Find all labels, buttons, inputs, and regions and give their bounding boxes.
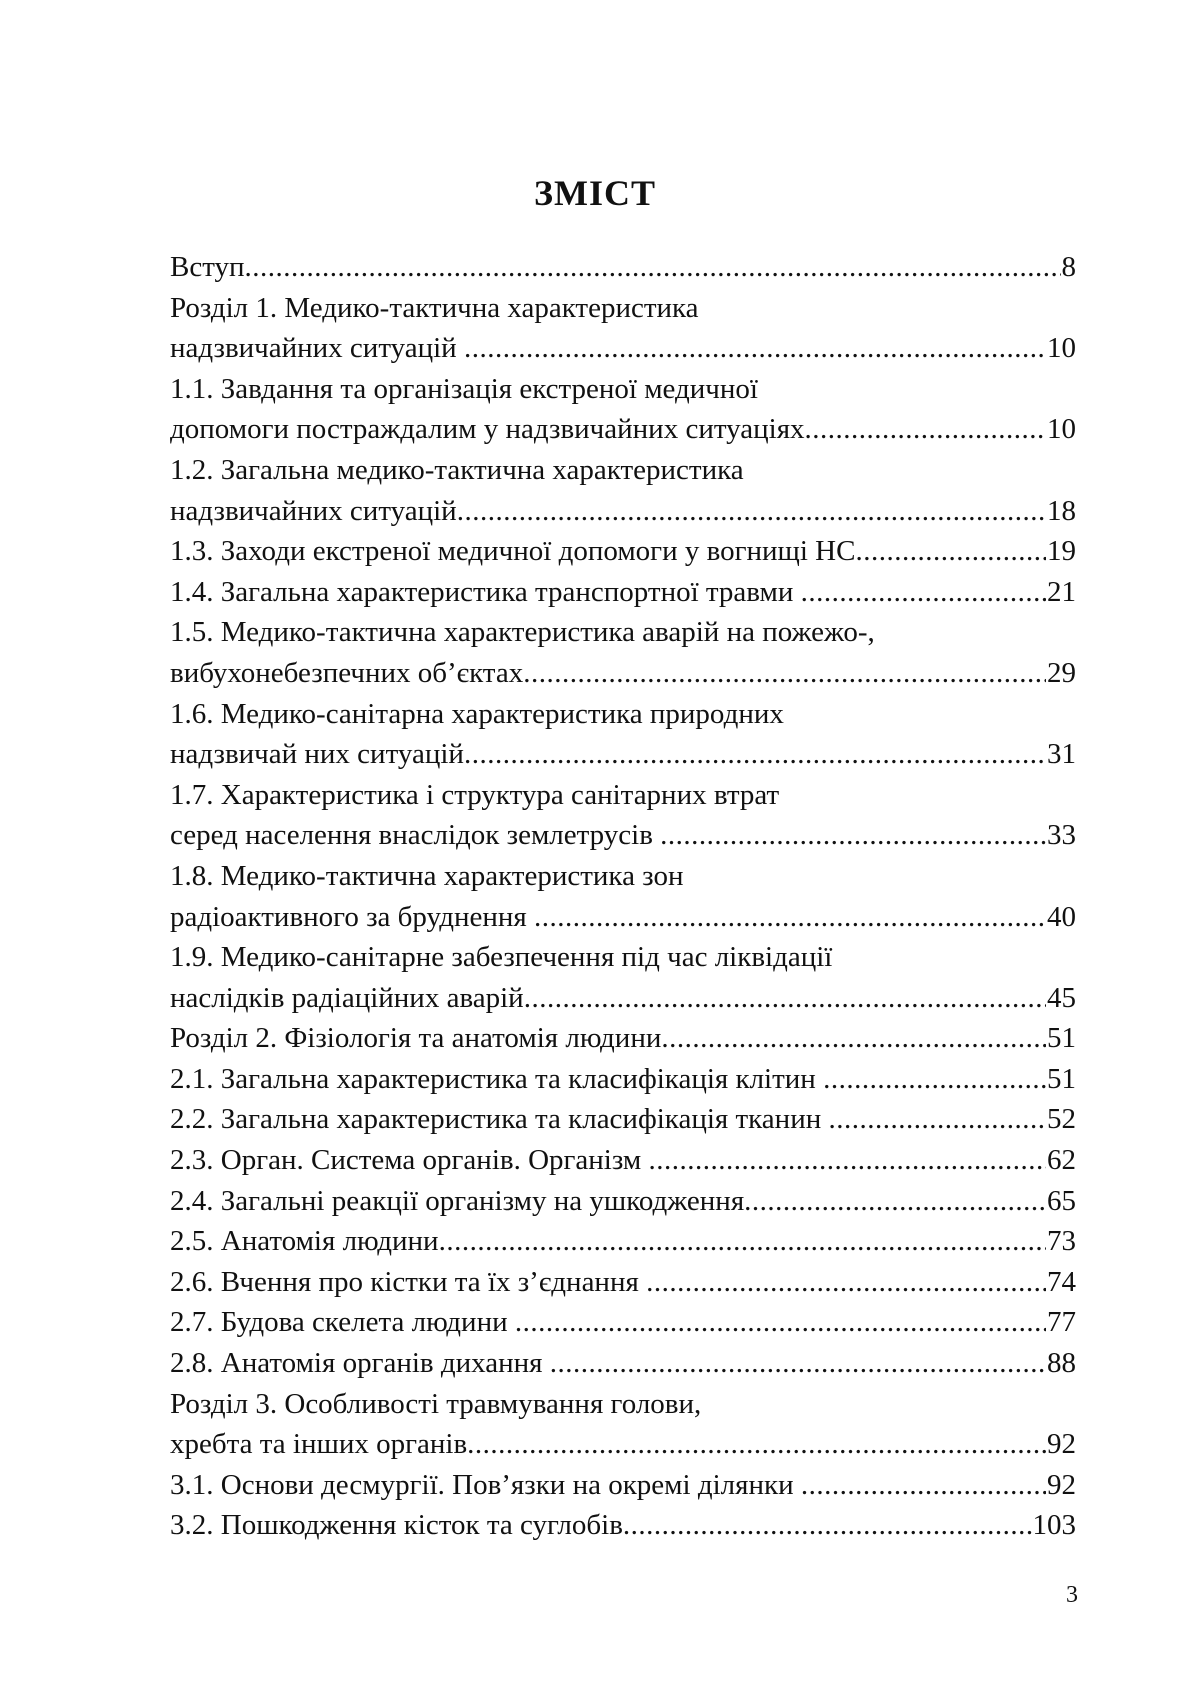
toc-page-number: 31 — [1047, 738, 1076, 771]
toc-entry-title: хребта та інших органів — [170, 1428, 468, 1461]
toc-page-number: 40 — [1047, 900, 1076, 933]
toc-entry — [170, 1465, 1076, 1506]
dot-leader — [550, 1343, 1046, 1384]
toc-entry-row — [170, 328, 1076, 369]
toc-page-number: 77 — [1047, 1306, 1076, 1339]
toc-entry-title: допомоги постраждалим у надзвичайних ситуаціях — [170, 413, 805, 446]
toc-page-number: 45 — [1047, 981, 1076, 1014]
toc-entry-heading-line: 1.8. Медико-тактична характеристика зон — [170, 859, 684, 892]
dot-leader — [660, 815, 1046, 856]
toc-entry-row — [170, 1140, 1076, 1181]
toc-entry — [170, 1018, 1076, 1059]
dot-leader — [467, 1424, 1046, 1465]
toc-entry-row — [170, 897, 1076, 938]
toc-entry-title: Вступ — [170, 251, 245, 283]
toc-entry-heading-line: 1.1. Завдання та організація екстреної медичної — [170, 372, 758, 405]
toc-entry-title: 1.3. Заходи екстреної медичної допомоги у вогнищі НС — [170, 535, 856, 568]
toc-entry-title: наслідків радіаційних аварій — [170, 981, 524, 1014]
dot-leader — [823, 1059, 1046, 1100]
toc-entry-title: 2.2. Загальна характеристика та класифікація тканин — [170, 1103, 829, 1136]
toc-page-number: 19 — [1047, 535, 1076, 568]
dot-leader — [623, 1505, 1032, 1546]
toc-page-number: 10 — [1047, 413, 1076, 446]
dot-leader — [649, 1140, 1047, 1181]
toc-entry — [170, 1505, 1076, 1546]
toc-page-number: 18 — [1047, 494, 1076, 527]
table-of-contents — [170, 247, 1076, 1546]
toc-entry — [170, 1059, 1076, 1100]
dot-leader — [661, 1018, 1046, 1059]
dot-leader — [523, 653, 1046, 694]
toc-entry-title: серед населення внаслідок землетрусів — [170, 819, 661, 852]
toc-entry-heading-line: 1.6. Медико-санітарна характеристика природних — [170, 697, 784, 730]
toc-entry-title: 2.4. Загальні реакції організму на ушкодження — [170, 1184, 745, 1217]
toc-entry-row — [170, 1221, 1076, 1262]
toc-page-number: 33 — [1047, 819, 1076, 852]
toc-entry — [170, 288, 1076, 369]
page-number: 3 — [1066, 1582, 1078, 1608]
toc-page-number: 62 — [1047, 1144, 1076, 1177]
toc-entry-heading-line: 1.2. Загальна медико-тактична характеристика — [170, 453, 744, 486]
toc-entry — [170, 1262, 1076, 1303]
dot-leader — [801, 572, 1046, 613]
toc-page-number: 65 — [1047, 1184, 1076, 1217]
toc-entry — [170, 1221, 1076, 1262]
toc-entry — [170, 1140, 1076, 1181]
toc-entry-heading-line: 1.5. Медико-тактична характеристика аварій на пожежо-, — [170, 616, 875, 649]
toc-entry-row — [170, 1099, 1076, 1140]
dot-leader — [646, 1262, 1046, 1303]
toc-entry-title: надзвичайних ситуацій — [170, 332, 464, 365]
dot-leader — [801, 1465, 1046, 1506]
toc-page-number: 92 — [1047, 1468, 1076, 1501]
toc-page-number: 73 — [1047, 1225, 1076, 1258]
toc-page-number: 51 — [1047, 1062, 1076, 1095]
toc-entry — [170, 1181, 1076, 1222]
toc-page-number: 8 — [1061, 251, 1076, 283]
toc-entry-title: Розділ 2. Фізіологія та анатомія людини — [170, 1022, 662, 1055]
toc-entry — [170, 937, 1076, 1018]
dot-leader — [245, 247, 1061, 288]
toc-entry-title: 2.8. Анатомія органів дихання — [170, 1347, 550, 1380]
toc-entry-row — [170, 572, 1076, 613]
toc-page-number: 29 — [1047, 656, 1076, 689]
toc-entry — [170, 612, 1076, 693]
toc-entry-heading-line: 1.7. Характеристика і структура санітарних втрат — [170, 778, 780, 811]
toc-entry-row — [170, 815, 1076, 856]
toc-entry-title: 2.3. Орган. Система органів. Організм — [170, 1144, 649, 1177]
toc-entry — [170, 450, 1076, 531]
dot-leader — [805, 409, 1046, 450]
toc-entry-title: надзвичай них ситуацій — [170, 738, 464, 771]
toc-page-number: 51 — [1047, 1022, 1076, 1055]
toc-entry-row — [170, 491, 1076, 532]
toc-entry-title: 2.6. Вчення про кістки та їх з’єднання — [170, 1265, 647, 1298]
toc-entry-row — [170, 1059, 1076, 1100]
toc-entry-row — [170, 1018, 1076, 1059]
dot-leader — [524, 978, 1046, 1019]
toc-entry-row — [170, 1465, 1076, 1506]
page-title: ЗМІСТ — [534, 173, 656, 213]
toc-entry-title: 3.1. Основи десмургії. Пов’язки на окремі ділянки — [170, 1468, 801, 1501]
toc-entry-heading-line: Розділ 3. Особливості травмування голови, — [170, 1387, 702, 1420]
toc-entry-heading-line: Розділ 1. Медико-тактична характеристика — [170, 291, 699, 324]
toc-entry-row — [170, 1424, 1076, 1465]
dot-leader — [534, 897, 1046, 938]
toc-entry — [170, 1099, 1076, 1140]
dot-leader — [457, 491, 1046, 532]
toc-entry — [170, 1302, 1076, 1343]
toc-entry-title: 3.2. Пошкодження кісток та суглобів — [170, 1509, 623, 1542]
toc-entry-row — [170, 978, 1076, 1019]
dot-leader — [515, 1302, 1046, 1343]
toc-entry-row — [170, 1302, 1076, 1343]
toc-entry-title: 2.1. Загальна характеристика та класифікація клітин — [170, 1062, 824, 1095]
toc-entry-row — [170, 531, 1076, 572]
toc-entry — [170, 775, 1076, 856]
toc-entry-row — [170, 1262, 1076, 1303]
toc-entry-heading-line: 1.9. Медико-санітарне забезпечення під час ліквідації — [170, 941, 833, 974]
toc-entry-row — [170, 1181, 1076, 1222]
toc-page-number: 52 — [1047, 1103, 1076, 1136]
dot-leader — [439, 1221, 1046, 1262]
toc-entry — [170, 1384, 1076, 1465]
dot-leader — [744, 1181, 1046, 1222]
toc-entry — [170, 247, 1076, 288]
toc-entry-row — [170, 653, 1076, 694]
dot-leader — [829, 1099, 1047, 1140]
toc-entry — [170, 1343, 1076, 1384]
toc-entry — [170, 531, 1076, 572]
dot-leader — [464, 734, 1046, 775]
dot-leader — [464, 328, 1046, 369]
toc-page-number: 74 — [1047, 1265, 1076, 1298]
toc-entry-title: вибухонебезпечних об’єктах — [170, 656, 524, 689]
toc-entry-title: 2.7. Будова скелета людини — [170, 1306, 515, 1339]
toc-entry-row — [170, 409, 1076, 450]
toc-page-number: 103 — [1032, 1509, 1076, 1542]
toc-entry — [170, 369, 1076, 450]
toc-entry-row — [170, 247, 1076, 288]
toc-page-number: 92 — [1047, 1428, 1076, 1461]
toc-entry-row — [170, 1343, 1076, 1384]
toc-entry-row — [170, 734, 1076, 775]
toc-page-number: 21 — [1047, 575, 1076, 608]
toc-page-number: 10 — [1047, 332, 1076, 365]
toc-page-number: 88 — [1047, 1347, 1076, 1380]
toc-entry — [170, 856, 1076, 937]
toc-entry — [170, 572, 1076, 613]
toc-entry-title: радіоактивного за бруднення — [170, 900, 534, 933]
dot-leader — [855, 531, 1046, 572]
toc-entry-title: 2.5. Анатомія людини — [170, 1225, 439, 1258]
toc-entry-title: надзвичайних ситуацій — [170, 494, 457, 527]
toc-entry-title: 1.4. Загальна характеристика транспортної травми — [170, 575, 801, 608]
toc-entry-row — [170, 1505, 1076, 1546]
toc-entry — [170, 694, 1076, 775]
